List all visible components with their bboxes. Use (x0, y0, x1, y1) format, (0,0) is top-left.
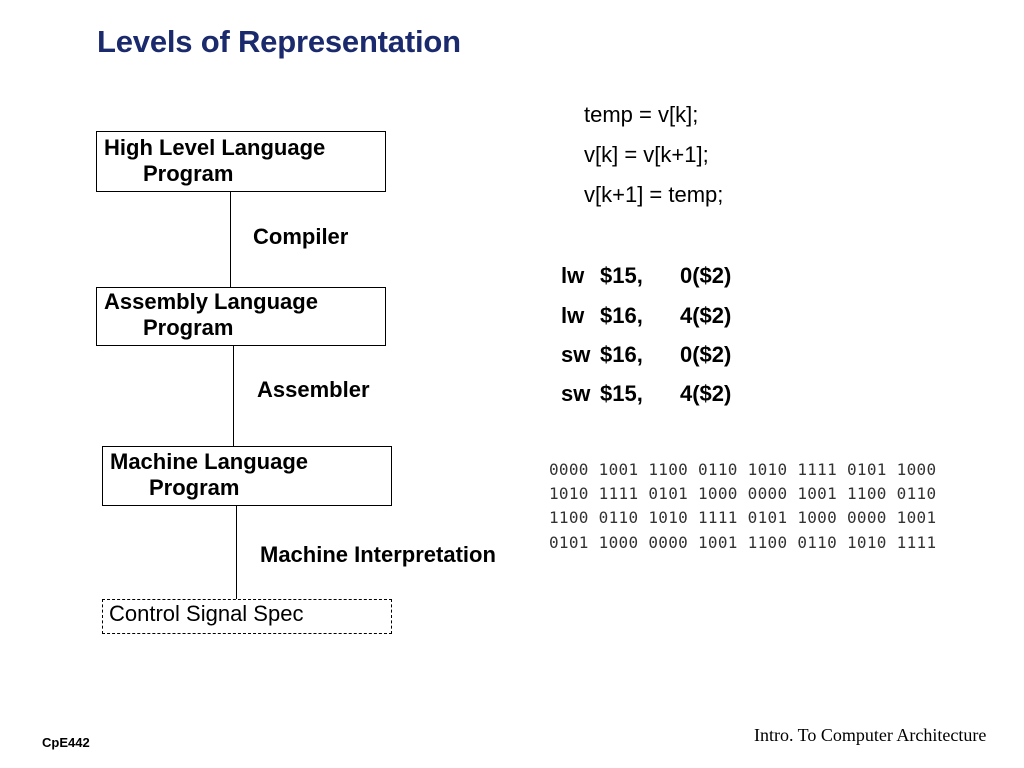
high-level-language-label-line2: Program (143, 161, 234, 186)
machine-code-line: 0000 1001 1100 0110 1010 1111 0101 1000 (549, 460, 937, 479)
asm-register: $15, (600, 263, 643, 288)
control-signal-spec-label: Control Signal Spec (109, 601, 304, 626)
assembly-language-label (104, 289, 318, 341)
compiler-label: Compiler (253, 224, 349, 249)
asm-register: $16, (600, 342, 643, 367)
connector-line-3 (236, 506, 237, 599)
asm-opcode: lw (561, 303, 585, 328)
machine-language-label-line1: Machine Language (110, 449, 309, 474)
asm-address: 4($2) (680, 381, 732, 406)
high-level-language-label (104, 135, 325, 187)
machine-language-label (110, 449, 308, 501)
asm-opcode: sw (561, 342, 591, 367)
machine-code-line: 1100 0110 1010 1111 0101 1000 0000 1001 (549, 508, 937, 527)
footer-course-code: CpE442 (42, 735, 90, 750)
asm-opcode: sw (561, 381, 591, 406)
machine-code-line: 0101 1000 0000 1001 1100 0110 1010 1111 (549, 533, 937, 552)
asm-address: 0($2) (680, 342, 732, 367)
assembly-language-label-line2: Program (143, 315, 234, 340)
machine-language-label-line2: Program (149, 475, 240, 500)
asm-register: $16, (600, 303, 643, 328)
asm-address: 4($2) (680, 303, 732, 328)
footer-course-title: Intro. To Computer Architecture (754, 725, 987, 745)
connector-line-2 (233, 346, 234, 446)
high-level-code-line: temp = v[k]; (584, 102, 699, 127)
asm-address: 0($2) (680, 263, 732, 288)
asm-register: $15, (600, 381, 643, 406)
assembler-label: Assembler (257, 377, 370, 402)
machine-interpretation-label: Machine Interpretation (260, 542, 496, 567)
connector-line-1 (230, 192, 231, 287)
asm-opcode: lw (561, 263, 585, 288)
slide-title: Levels of Representation (97, 24, 461, 59)
machine-code-line: 1010 1111 0101 1000 0000 1001 1100 0110 (549, 484, 937, 503)
high-level-language-label-line1: High Level Language (104, 135, 326, 160)
assembly-language-label-line1: Assembly Language (104, 289, 318, 314)
high-level-code-line: v[k] = v[k+1]; (584, 142, 709, 167)
high-level-code-line: v[k+1] = temp; (584, 182, 724, 207)
